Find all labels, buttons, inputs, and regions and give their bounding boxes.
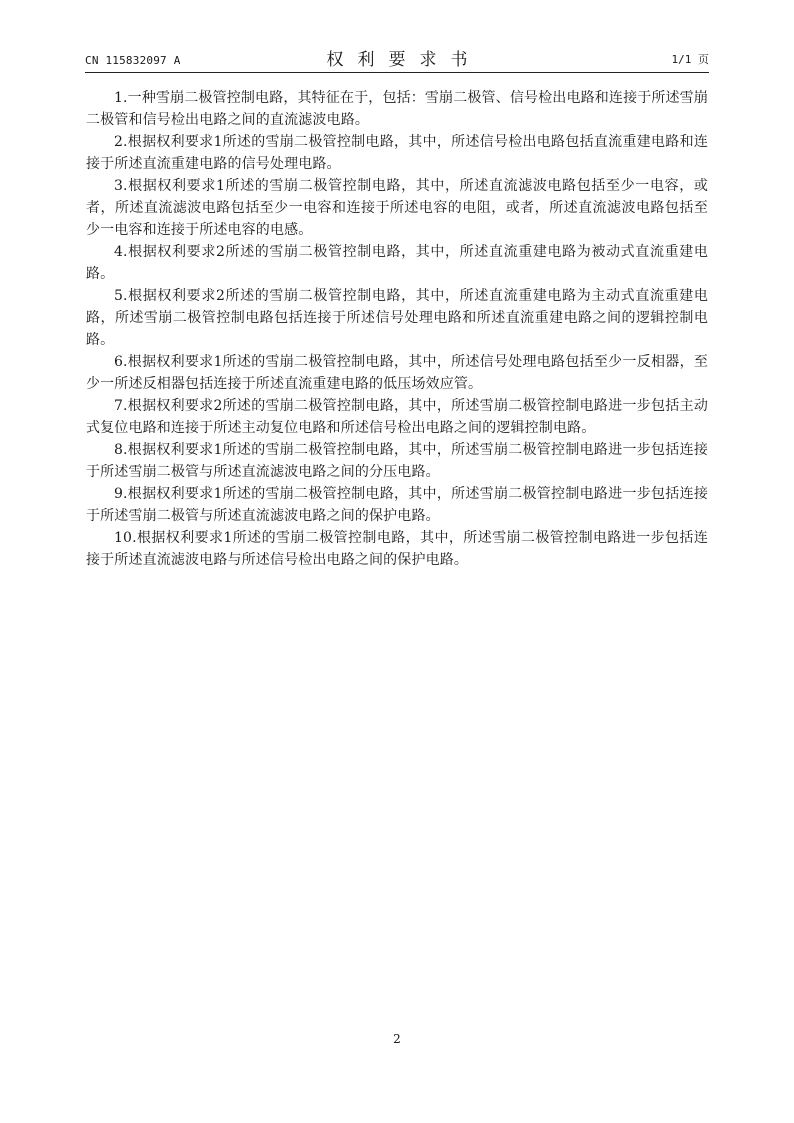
page-count: 1/1 页	[671, 53, 709, 66]
header-divider	[85, 72, 709, 73]
claim-1: 1.一种雪崩二极管控制电路，其特征在于，包括：雪崩二极管、信号检出电路和连接于所述雪崩二极管和信号检出电路之间的直流滤波电路。	[86, 90, 708, 128]
publication-number: CN 115832097 A	[85, 54, 181, 67]
claim-7: 7.根据权利要求2所述的雪崩二极管控制电路，其中，所述雪崩二极管控制电路进一步包括主动式复位电路和连接于所述主动复位电路和所述信号检出电路之间的逻辑控制电路。	[86, 398, 708, 436]
claim-4: 4.根据权利要求2所述的雪崩二极管控制电路，其中，所述直流重建电路为被动式直流重建电路。	[86, 244, 708, 282]
claims-body	[86, 87, 708, 571]
claim-6: 6.根据权利要求1所述的雪崩二极管控制电路，其中，所述信号处理电路包括至少一反相器，至少一所述反相器包括连接于所述直流重建电路的低压场效应管。	[86, 354, 708, 392]
claim-9: 9.根据权利要求1所述的雪崩二极管控制电路，其中，所述雪崩二极管控制电路进一步包括连接于所述雪崩二极管与所述直流滤波电路之间的保护电路。	[86, 486, 708, 524]
document-title: 权利要求书	[326, 50, 482, 70]
claim-5: 5.根据权利要求2所述的雪崩二极管控制电路，其中，所述直流重建电路为主动式直流重建电路，所述雪崩二极管控制电路包括连接于所述信号处理电路和所述直流重建电路之间的逻辑控制电路。	[86, 288, 708, 348]
page-number: 2	[393, 1032, 401, 1046]
claim-8: 8.根据权利要求1所述的雪崩二极管控制电路，其中，所述雪崩二极管控制电路进一步包括连接于所述雪崩二极管与所述直流滤波电路之间的分压电路。	[86, 442, 708, 480]
claim-2: 2.根据权利要求1所述的雪崩二极管控制电路，其中，所述信号检出电路包括直流重建电路和连接于所述直流重建电路的信号处理电路。	[86, 134, 708, 172]
claim-3: 3.根据权利要求1所述的雪崩二极管控制电路，其中，所述直流滤波电路包括至少一电容，或者，所述直流滤波电路包括至少一电容和连接于所述电容的电阻，或者，所述直流滤波电路包括至少一电容和连接于所述电容的电感。	[86, 178, 708, 238]
claim-10: 10.根据权利要求1所述的雪崩二极管控制电路，其中，所述雪崩二极管控制电路进一步包括连接于所述直流滤波电路与所述信号检出电路之间的保护电路。	[86, 530, 708, 568]
document-header	[85, 44, 709, 72]
